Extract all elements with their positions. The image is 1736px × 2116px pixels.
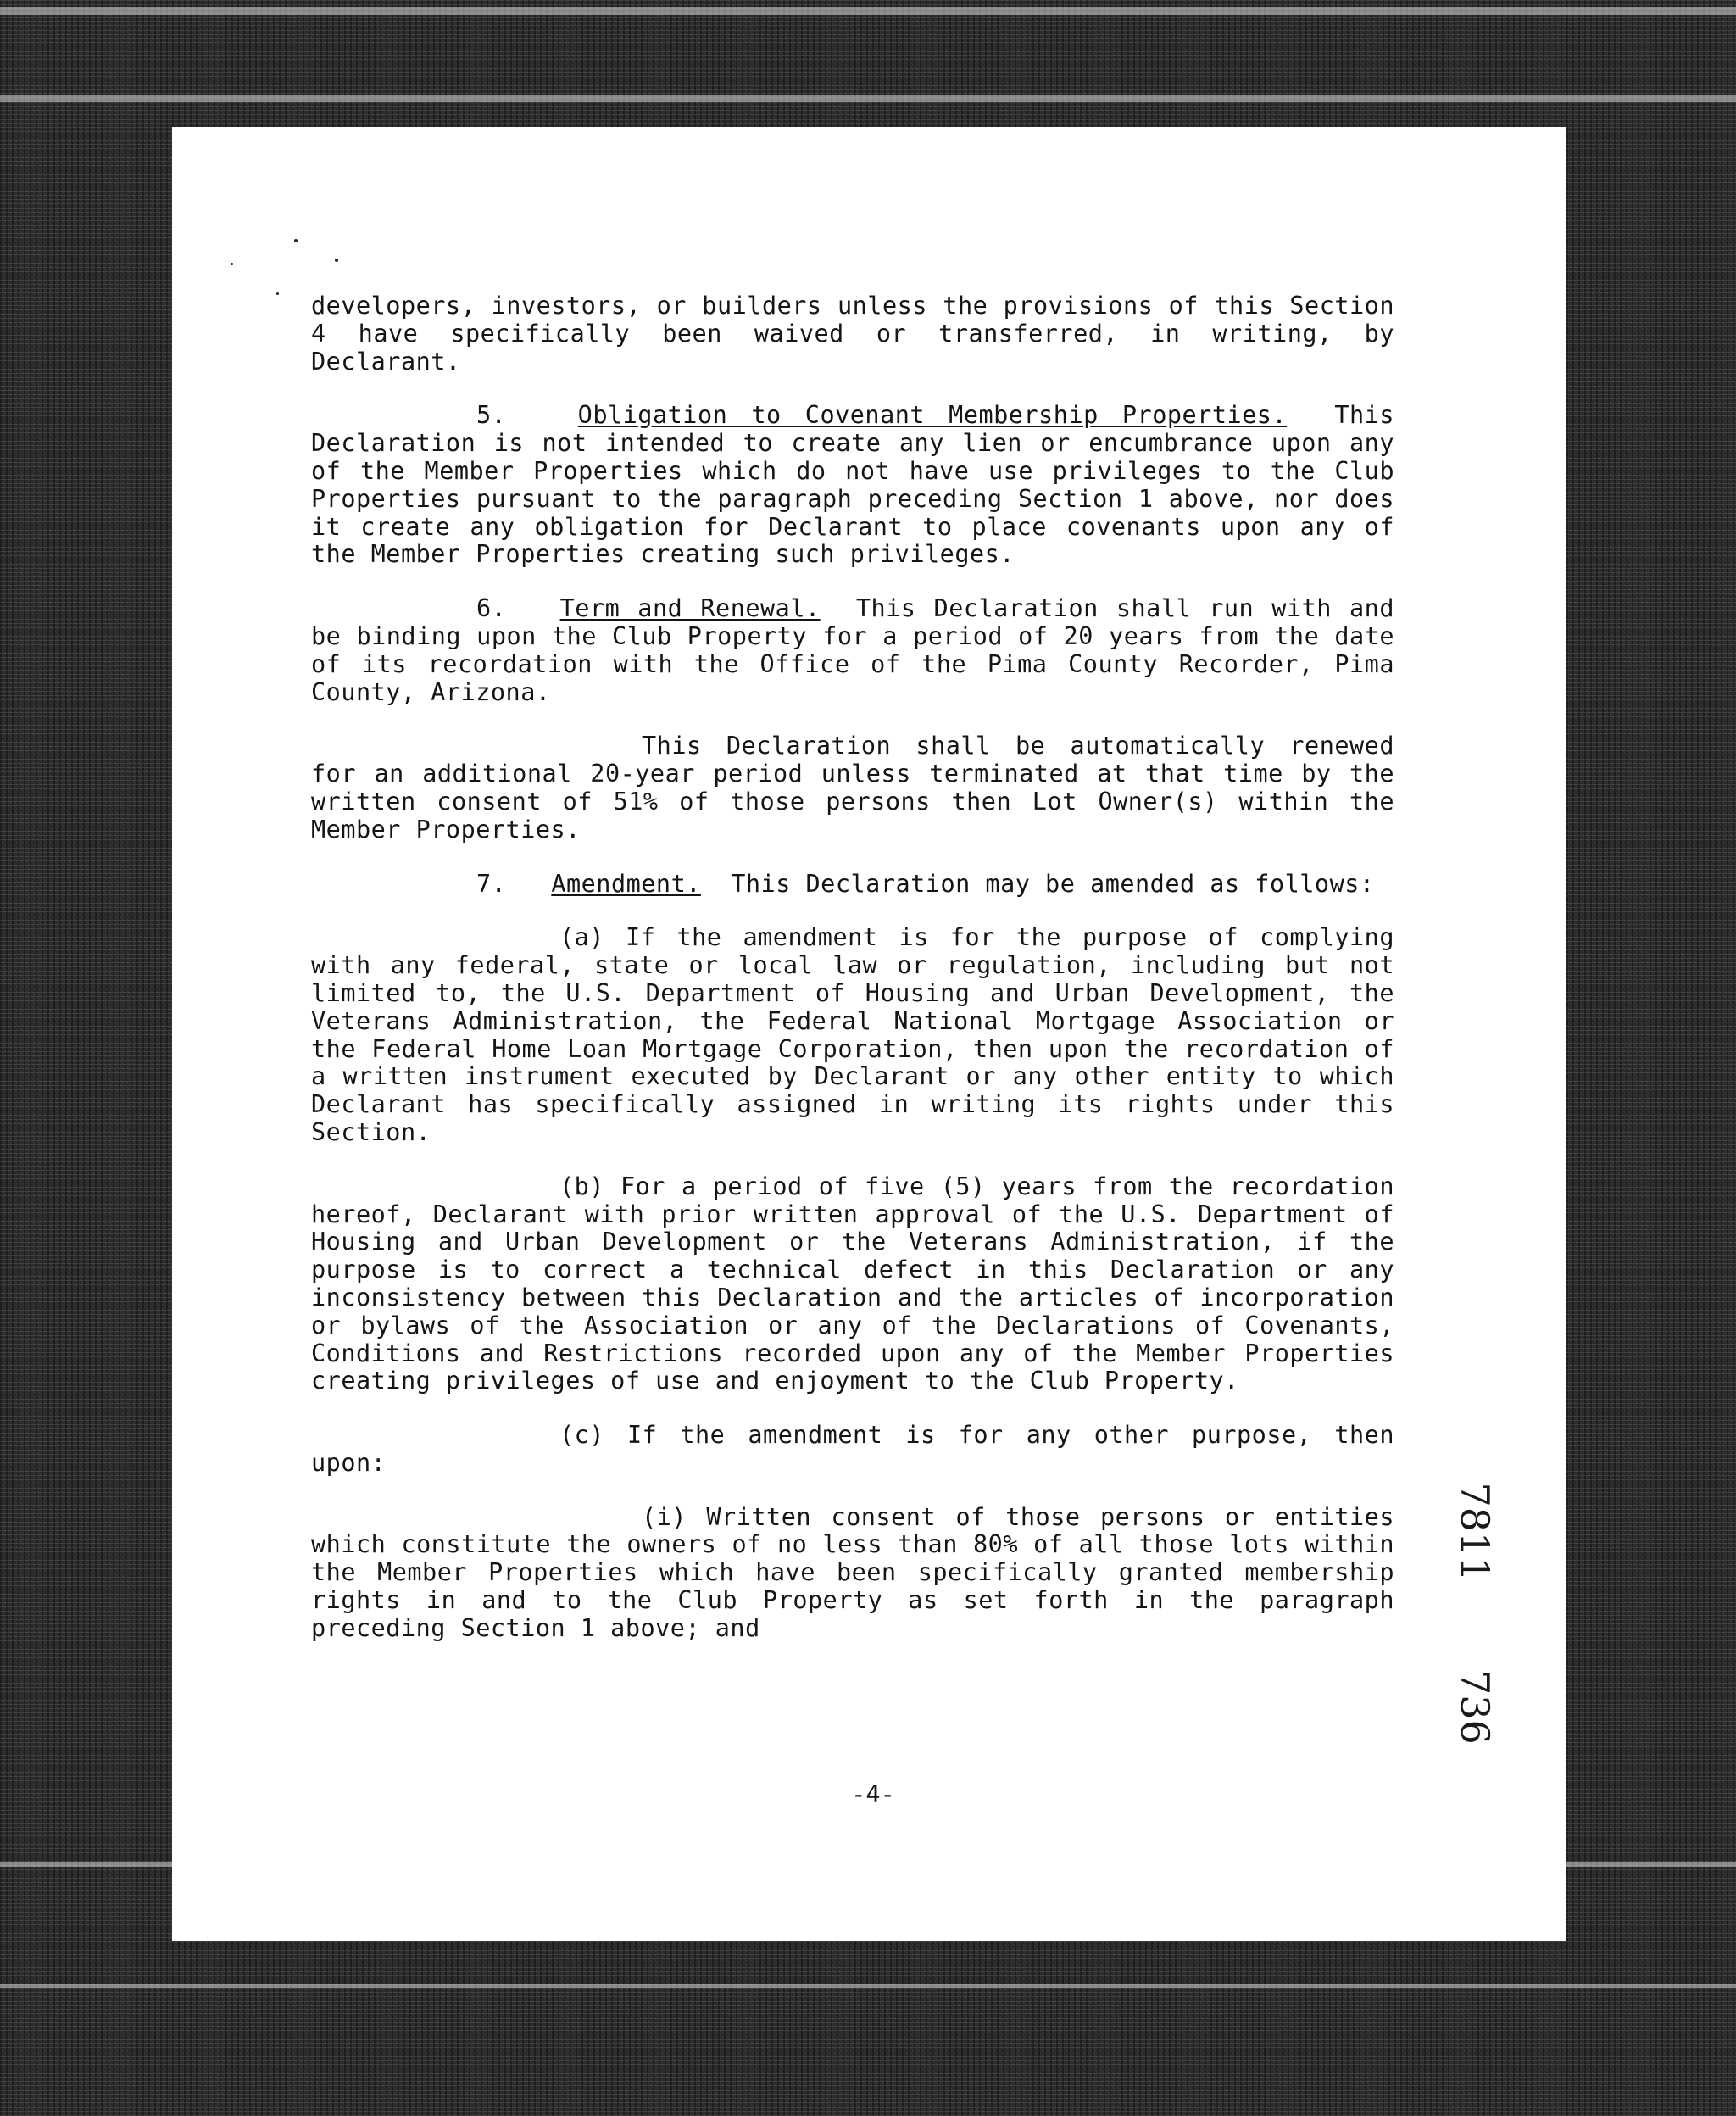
paragraph-section4-end [311,292,1394,376]
paragraph-section7b [311,1173,1394,1395]
recorder-book-number: 7811 [1452,1482,1498,1582]
paragraph-text: This Declaration may be amended as follows: [731,869,1375,898]
paragraph-text: This Declaration shall be automatically renewed for an additional 20-year period unless terminated at that time by the written consent of 51% of those persons then Lot Owner(s) within the Member Properties. [311,732,1394,844]
section-number: 6. [476,594,507,623]
section-number: 7. [476,869,507,898]
document-body [311,292,1394,1643]
section-heading: Obligation to Covenant Membership Properties. [577,401,1288,430]
paragraph-section7 [311,871,1394,899]
scan-speck [294,239,298,242]
scan-artifact-band [0,1984,1736,1988]
paragraph-section7a [311,924,1394,1146]
section-heading: Term and Renewal. [559,594,821,623]
scan-speck [231,263,233,265]
scan-artifact-band [0,95,1736,102]
paragraph-section6 [311,595,1394,706]
paragraph-text: (a) If the amendment is for the purpose of complying with any federal, state or local law or regulation, including but not limited to, the U.S. Department of Housing and Urban Development, the Veterans Administration, the Federal National Mortgage Association or the Federal Home Loan Mortgage Corporation, then upon the recordation of a written instrument executed by Declarant or any other entity to which Declarant has specifically assigned in writing its rights under this Section. [311,923,1394,1146]
paragraph-text: (i) Written consent of those persons or entities which constitute the owners of no less than 80% of all those lots within the Member Properties which have been specifically granted membership rights in and to the Club Property as set forth in the paragraph preceding Section 1 above; and [311,1502,1394,1642]
paragraph-text: This Declaration is not intended to create any lien or encumbrance upon any of the Member Properties which do not have use privileges to the Club Properties pursuant to the paragraph preceding Section 1 above, nor does it create any obligation for Declarant to place covenants upon any of the Member Properties creating such privileges. [311,401,1394,569]
scan-speck [335,259,338,262]
paragraph-text: (b) For a period of five (5) years from the recordation hereof, Declarant with prior written approval of the U.S. Department of Housing and Urban Development or the Veterans Administration, if the purpose is to correct a technical defect in this Declaration or any inconsistency between this Declaration and the articles of incorporation or bylaws of the Association or any of the Declarations of Covenants, Conditions and Restrictions recorded upon any of the Member Properties creating privileges of use and enjoyment to the Club Property. [311,1172,1394,1395]
paragraph-section7c [311,1422,1394,1478]
scan-artifact-band [0,7,1736,15]
page-number: -4- [851,1780,895,1808]
paragraph-section6-renewal [311,732,1394,844]
paragraph-text: developers, investors, or builders unless the provisions of this Section 4 have specifically been waived or transferred, in writing, by Declarant. [311,292,1394,376]
section-number: 5. [476,401,507,430]
scan-speck [276,292,279,295]
paragraph-text: This Declaration shall run with and be binding upon the Club Property for a period of 20 years from the date of its recordation with the Office of the Pima County Recorder, Pima County, Arizona. [311,594,1394,706]
paragraph-section5 [311,402,1394,569]
section-heading: Amendment. [551,869,701,898]
paragraph-section7c-i [311,1504,1394,1643]
recorder-page-number: 736 [1452,1670,1498,1745]
paragraph-text: (c) If the amendment is for any other purpose, then upon: [311,1421,1394,1477]
